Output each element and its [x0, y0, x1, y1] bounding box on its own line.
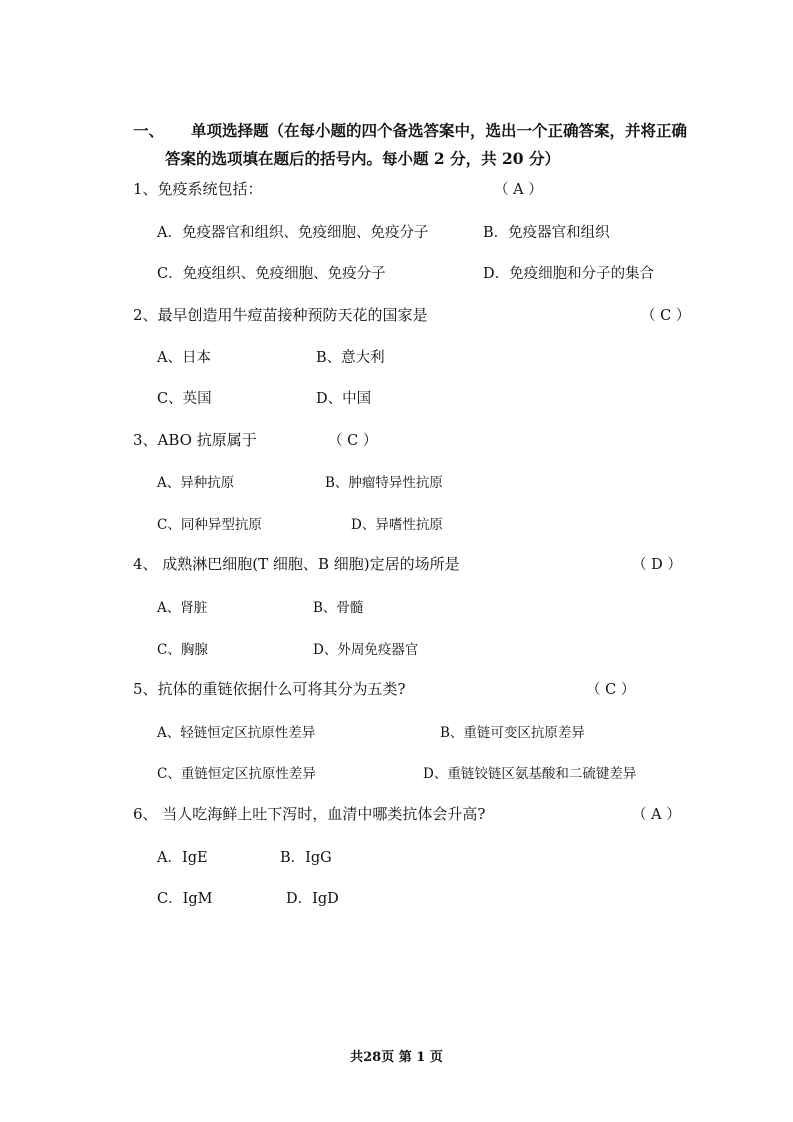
option-c: C、重链恒定区抗原性差异 [157, 766, 316, 782]
section-title-line1: 单项选择题（在每小题的四个备选答案中，选出一个正确答案，并将正确 [191, 121, 688, 140]
option-a: A、异种抗原 [157, 475, 235, 491]
question-stem: 4、 成熟淋巴细胞(T 细胞、B 细胞)定居的场所是 [133, 555, 460, 573]
option-c: C、胸腺 [157, 642, 208, 658]
option-b: B、肿瘤特异性抗原 [325, 475, 443, 491]
question-stem: 3、ABO 抗原属于 [133, 431, 257, 449]
question-answer: （ C ） [586, 682, 636, 698]
question-answer: （ A ） [494, 182, 543, 198]
option-c: C、同种异型抗原 [157, 517, 262, 533]
option-d: D、异嗜性抗原 [351, 517, 443, 533]
option-d: D．IgD [286, 891, 339, 907]
question-answer: （ C ） [641, 308, 691, 324]
option-c: C、英国 [157, 391, 212, 407]
question-answer: （ D ） [632, 557, 682, 573]
option-a: A、轻链恒定区抗原性差异 [157, 725, 316, 741]
option-a: A、日本 [157, 350, 211, 366]
option-a: A．IgE [157, 850, 208, 866]
option-d: D、中国 [316, 391, 372, 407]
option-d: D、重链铰链区氨基酸和二硫键差异 [423, 766, 637, 782]
option-a: A．免疫器官和组织、免疫细胞、免疫分子 [157, 225, 429, 241]
option-d: D、外周免疫器官 [313, 642, 419, 658]
question-stem: 2、最早创造用牛痘苗接种预防天花的国家是 [133, 306, 428, 324]
option-a: A、肾脏 [157, 600, 208, 616]
question-stem: 1、免疫系统包括： [133, 180, 263, 198]
option-b: B、骨髓 [313, 600, 364, 616]
option-b: B、重链可变区抗原差异 [440, 725, 585, 741]
question-answer: （ A ） [632, 807, 681, 823]
option-c: C．IgM [157, 891, 213, 907]
option-c: C．免疫组织、免疫细胞、免疫分子 [157, 266, 386, 282]
question-stem: 6、 当人吃海鲜上吐下泻时，血清中哪类抗体会升高? [133, 805, 486, 823]
section-number: 一、 [133, 121, 165, 140]
question-answer: （ C ） [328, 433, 378, 449]
question-stem: 5、抗体的重链依据什么可将其分为五类? [133, 680, 406, 698]
option-b: B．IgG [280, 850, 332, 866]
section-title-line2: 答案的选项填在题后的括号内。每小题 2 分，共 20 分） [165, 149, 560, 168]
option-d: D．免疫细胞和分子的集合 [483, 266, 655, 282]
option-b: B．免疫器官和组织 [483, 225, 610, 241]
page-footer: 共28页 第 1 页 [350, 1050, 443, 1065]
option-b: B、意大利 [316, 350, 385, 366]
